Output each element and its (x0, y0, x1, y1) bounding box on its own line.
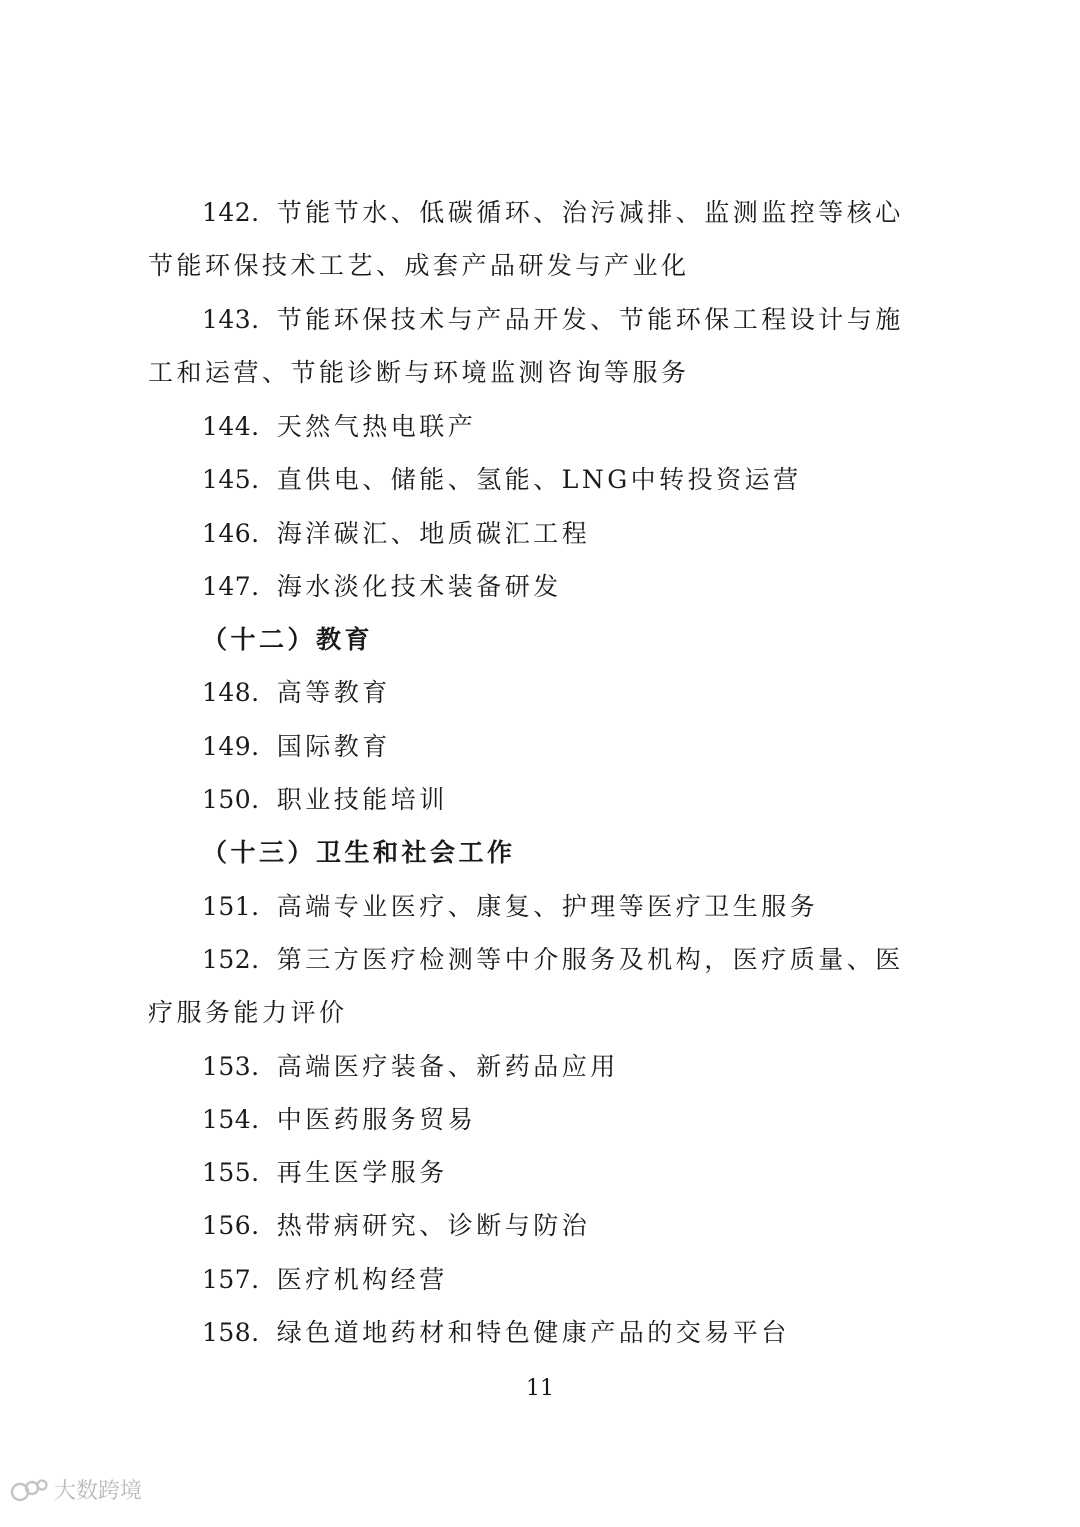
item-text: 节能节水、低碳循环、治污减排、监测监控等核心节能环保技术工艺、成套产品研发与产业化 (148, 198, 904, 280)
item-number: 158． (202, 1318, 277, 1347)
list-item-144 (148, 400, 932, 453)
item-number: 152． (202, 945, 277, 974)
item-number: 150． (202, 785, 277, 814)
item-number: 147． (202, 572, 277, 601)
item-text: 国际教育 (276, 732, 391, 761)
item-text: 绿色道地药材和特色健康产品的交易平台 (276, 1318, 790, 1347)
item-number: 156． (202, 1211, 277, 1240)
item-text: 海洋碳汇、地质碳汇工程 (276, 519, 591, 548)
section-heading-education: （十二）教育 (202, 625, 374, 654)
item-text: 医疗机构经营 (276, 1265, 448, 1294)
list-item-150 (148, 773, 932, 826)
item-number: 142． (202, 198, 277, 227)
item-text: 中医药服务贸易 (276, 1105, 477, 1134)
list-item-152 (148, 933, 932, 1039)
item-number: 145． (202, 465, 277, 494)
list-item-147 (148, 560, 932, 613)
list-item-155 (148, 1146, 932, 1199)
list-item-142 (148, 186, 932, 292)
list-item-157 (148, 1253, 932, 1306)
item-text: 热带病研究、诊断与防治 (276, 1211, 591, 1240)
item-text: 高等教育 (276, 678, 391, 707)
item-number: 154． (202, 1105, 277, 1134)
item-text: 天然气热电联产 (276, 412, 477, 441)
item-number: 144． (202, 412, 277, 441)
list-item-158 (148, 1306, 932, 1359)
list-item-154 (148, 1093, 932, 1146)
item-text: 高端医疗装备、新药品应用 (276, 1052, 619, 1081)
list-item-143 (148, 293, 932, 399)
item-number: 149． (202, 732, 277, 761)
list-item-145 (148, 453, 932, 506)
item-text: 节能环保技术与产品开发、节能环保工程设计与施工和运营、节能诊断与环境监测咨询等服务 (148, 305, 904, 387)
list-item-148 (148, 666, 932, 719)
item-number: 148． (202, 678, 277, 707)
item-number: 151． (202, 892, 277, 921)
page-number: 11 (526, 1376, 554, 1401)
item-number: 143． (202, 305, 277, 334)
item-text: 高端专业医疗、康复、护理等医疗卫生服务 (276, 892, 819, 921)
item-number: 157． (202, 1265, 277, 1294)
brand-logo-icon (10, 1477, 50, 1503)
item-number: 146． (202, 519, 277, 548)
item-text: 再生医学服务 (276, 1158, 448, 1187)
watermark (10, 1474, 142, 1505)
list-item-156 (148, 1199, 932, 1252)
item-number: 155． (202, 1158, 277, 1187)
section-heading-health: （十三）卫生和社会工作 (202, 838, 516, 867)
list-item-153 (148, 1040, 932, 1093)
item-text: 职业技能培训 (276, 785, 448, 814)
item-text: 直供电、储能、氢能、LNG中转投资运营 (276, 465, 802, 494)
item-text: 海水淡化技术装备研发 (276, 572, 562, 601)
item-text: 第三方医疗检测等中介服务及机构，医疗质量、医疗服务能力评价 (148, 945, 904, 1027)
list-item-146 (148, 507, 932, 560)
list-item-149 (148, 720, 932, 773)
item-number: 153． (202, 1052, 277, 1081)
watermark-text: 大数跨境 (54, 1479, 143, 1504)
list-item-151 (148, 880, 932, 933)
